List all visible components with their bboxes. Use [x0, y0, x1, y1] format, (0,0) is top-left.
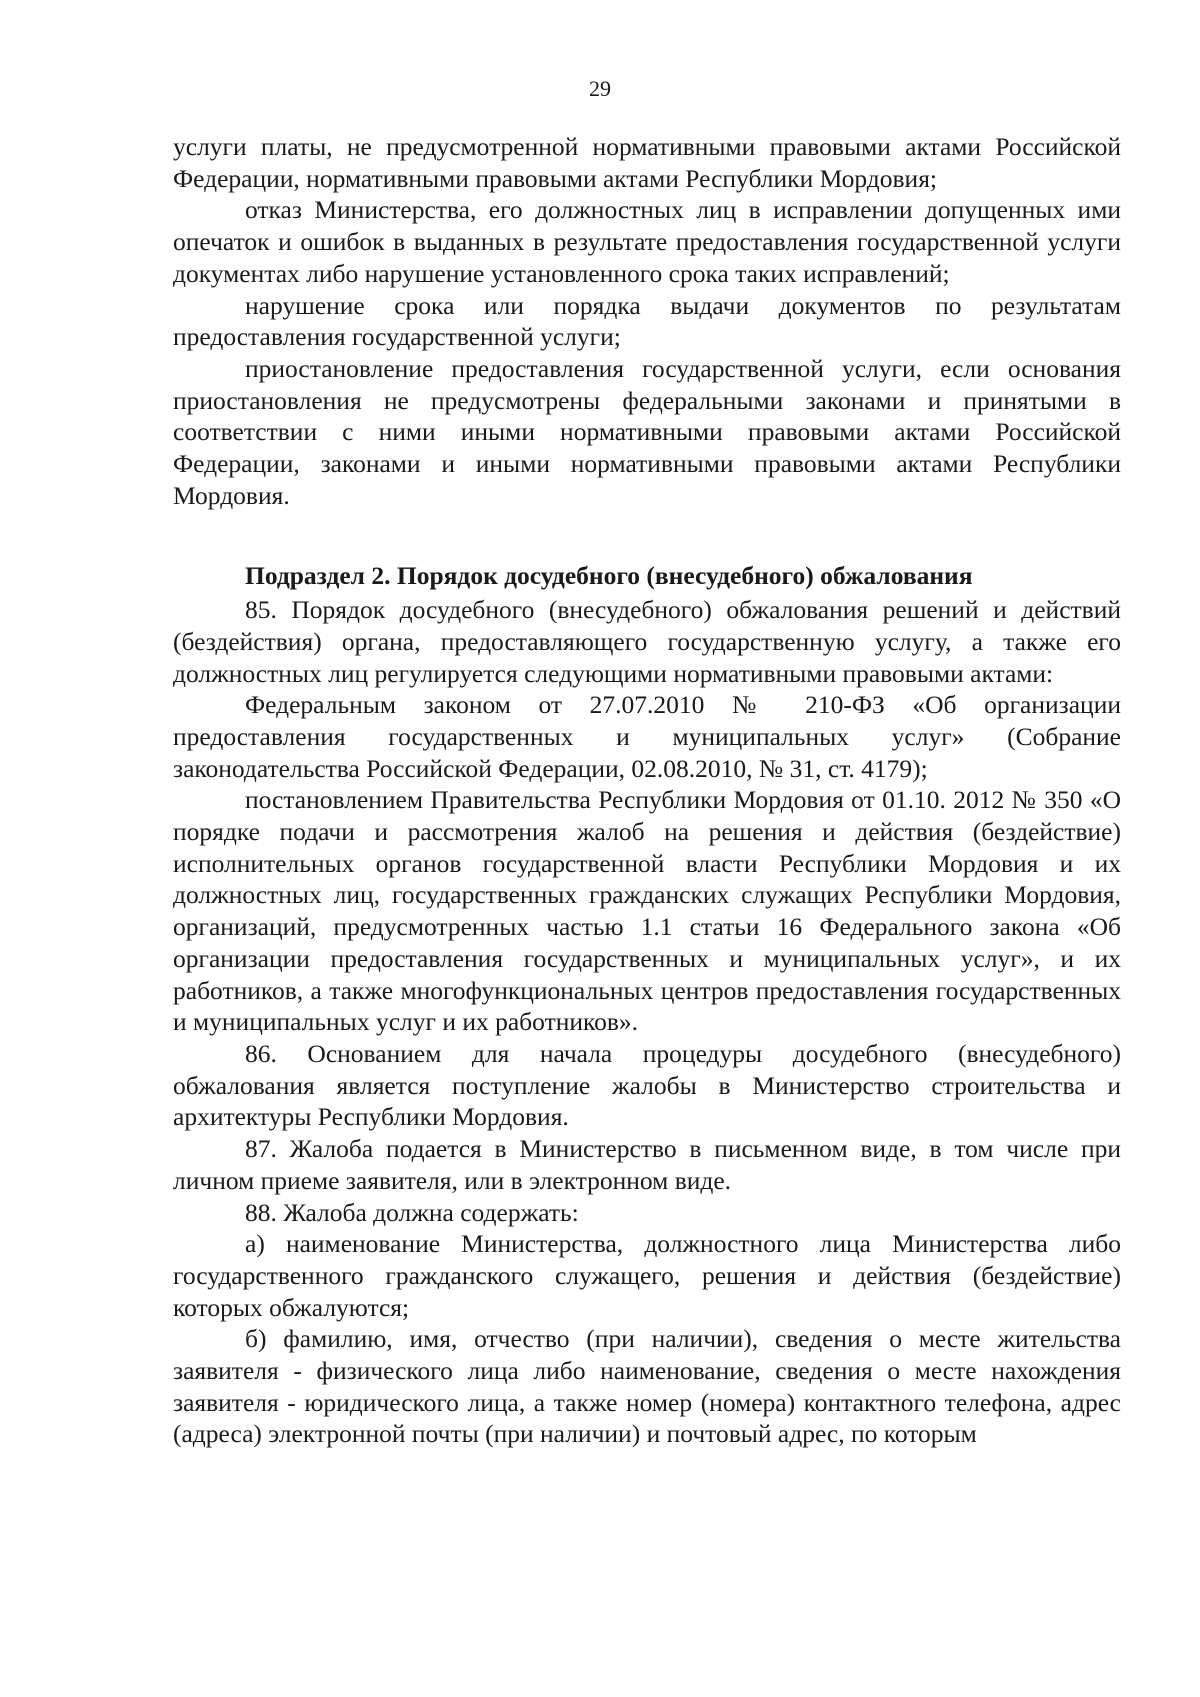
paragraph: 88. Жалоба должна содержать: — [245, 1197, 579, 1227]
paragraph: б) фамилию, имя, отчество (при наличии), сведения о месте жительства заявителя - физического лица либо наименование, сведения о месте нахождения заявителя - юридического лица, а также номер (номера) контактного телефона, адрес (адреса) электронной почты (при наличии) и почтовый адрес, по которым — [173, 1324, 1121, 1449]
paragraph: а) наименование Министерства, должностного лица Министерства либо государственного гражданского служащего, решения и действия (бездействие) которых обжалуются; — [173, 1229, 1121, 1322]
paragraph: 87. Жалоба подается в Министерство в письменном виде, в том числе при личном приеме заявителя, или в электронном виде. — [173, 1134, 1121, 1195]
paragraph: 85. Порядок досудебного (внесудебного) обжалования решений и действий (бездействия) органа, предоставляющего государственную услугу, а также его должностных лиц регулируется следующими нормативными правовыми актами: — [173, 595, 1121, 688]
paragraph: услуги платы, не предусмотренной нормативными правовыми актами Российской Федерации, нормативными правовыми актами Республики Мордовия; — [173, 132, 1121, 193]
paragraph: постановлением Правительства Республики Мордовия от 01.10. 2012 № 350 «О порядке подачи и рассмотрения жалоб на решения и действия (бездействие) исполнительных органов государственной власти Республики Мордовия и их должностных лиц, государственных гражданских служащих Республики Мордовия, организаций, предусмотренных частью 1.1 статьи 16 Федерального закона «Об организации предоставления государственных и муниципальных услуг», и их работников, а также многофункциональных центров предоставления государственных и муниципальных услуг и их работников». — [173, 785, 1121, 1037]
page-number: 29 — [589, 76, 611, 101]
document-body — [173, 131, 1121, 1450]
paragraph: отказ Министерства, его должностных лиц в исправлении допущенных ими опечаток и ошибок в выданных в результате предоставления государственной услуги документах либо нарушение установленного срока таких исправлений; — [173, 195, 1121, 288]
paragraph: Федеральным законом от 27.07.2010 № 210-ФЗ «Об организации предоставления государственных и муниципальных услуг» (Собрание законодательства Российской Федерации, 02.08.2010, № 31, ст. 4179); — [173, 690, 1121, 783]
paragraph: 86. Основанием для начала процедуры досудебного (внесудебного) обжалования является поступление жалобы в Министерство строительства и архитектуры Республики Мордовия. — [173, 1038, 1121, 1132]
section-heading: Подраздел 2. Порядок досудебного (внесудебного) обжалования — [245, 561, 973, 591]
paragraph: нарушение срока или порядка выдачи документов по результатам предоставления государственной услуги; — [173, 290, 1121, 352]
paragraph: приостановление предоставления государственной услуги, если основания приостановления не предусмотрены федеральными законами и принятыми в соответствии с ними иными нормативными правовыми актами Российской Федерации, законами и иными нормативными правовыми актами Республики Мордовия. — [173, 353, 1121, 510]
